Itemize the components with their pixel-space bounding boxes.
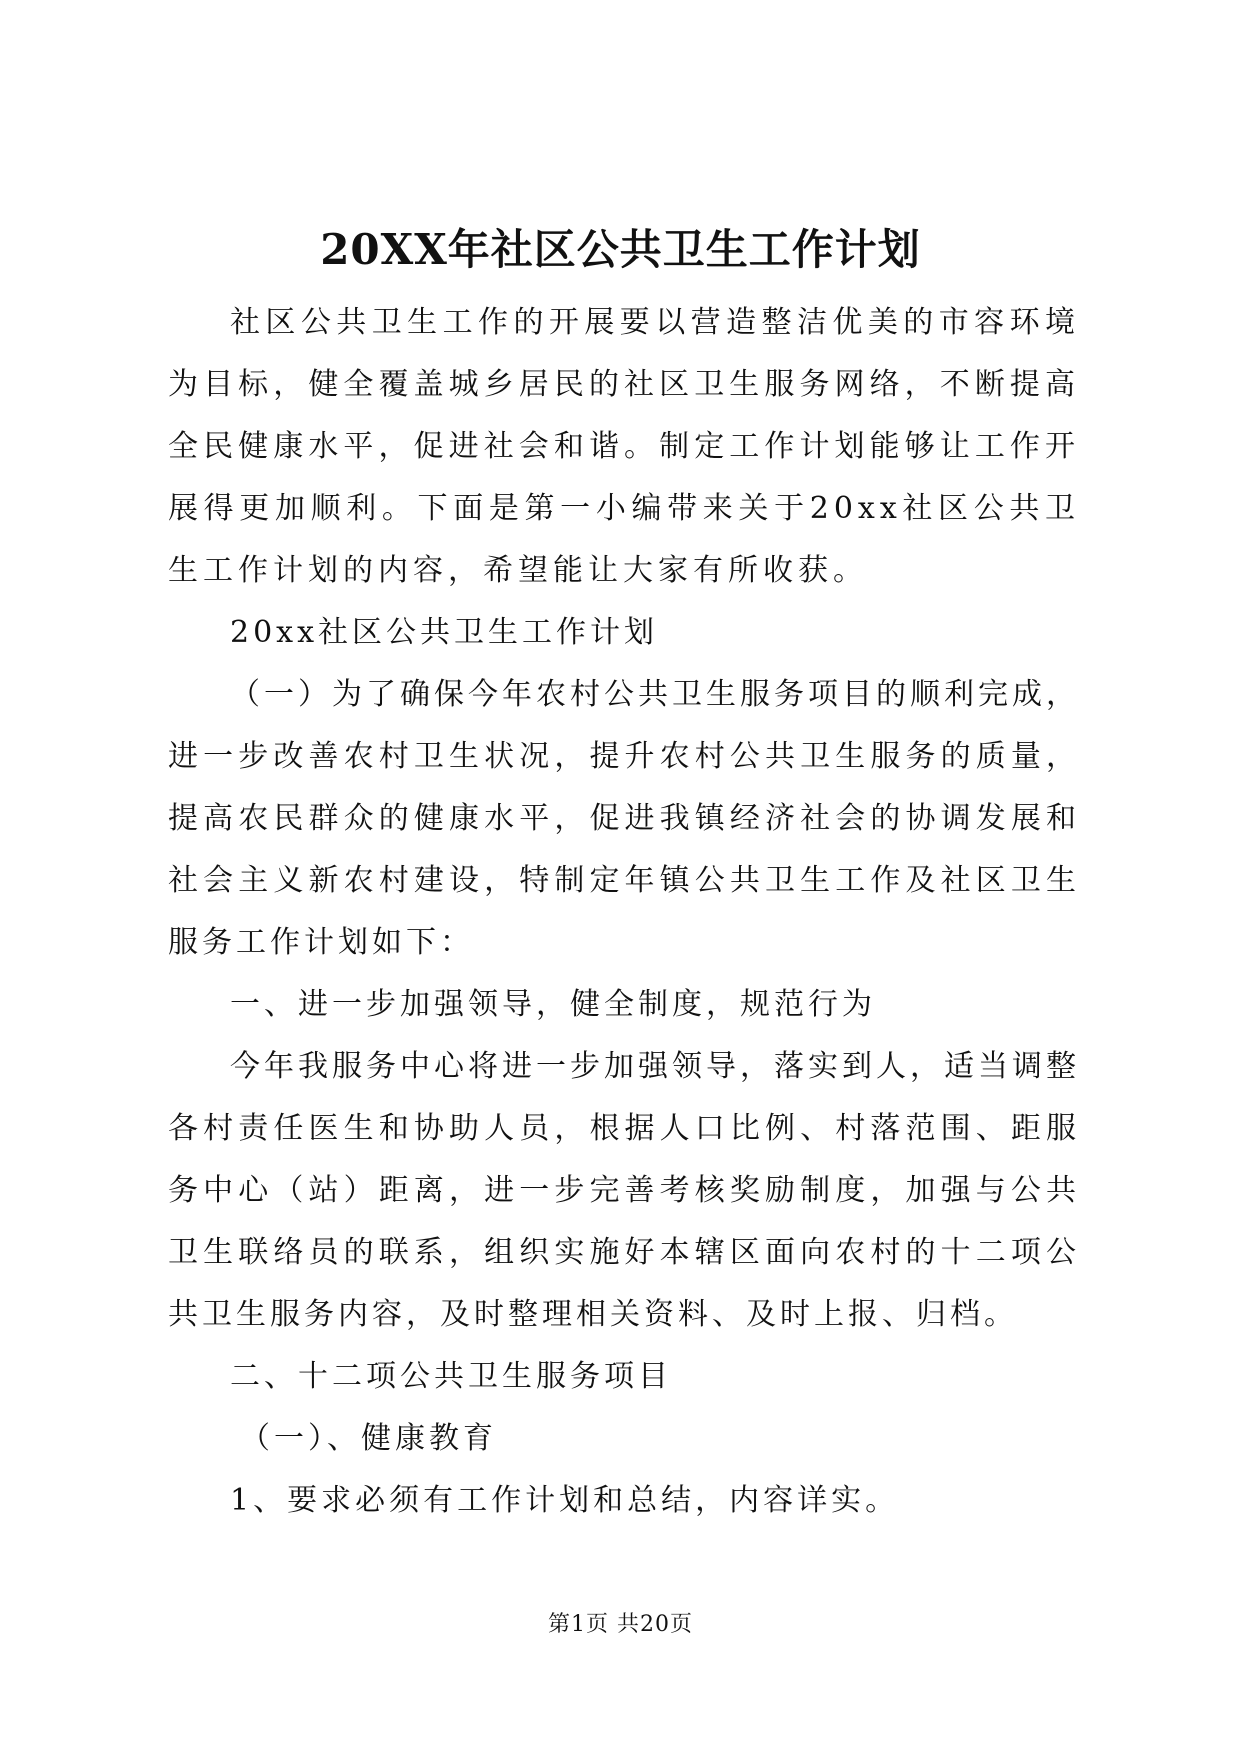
document-body <box>168 292 1080 1532</box>
purpose-paragraph: （一）为了确保今年农村公共卫生服务项目的顺利完成，进一步改善农村卫生状况，提升农村公共卫生服务的质量，提高农民群众的健康水平，促进我镇经济社会的协调发展和社会主义新农村建设，特制定年镇公共卫生工作及社区卫生服务工作计划如下： <box>168 677 1080 960</box>
leadership-paragraph: 今年我服务中心将进一步加强领导，落实到人，适当调整各村责任医生和协助人员，根据人口比例、村落范围、距服务中心（站）距离，进一步完善考核奖励制度，加强与公共卫生联络员的联系，组织实施好本辖区面向农村的十二项公共卫生服务内容，及时整理相关资料、及时上报、归档。 <box>168 1049 1080 1332</box>
document-title: 20XX年社区公共卫生工作计划 <box>320 225 921 274</box>
section-title-line: 20xx社区公共卫生工作计划 <box>230 615 659 650</box>
section-heading-1: 一、进一步加强领导，健全制度，规范行为 <box>230 987 876 1022</box>
page-number-footer: 第1页 共20页 <box>548 1612 693 1637</box>
sub-heading-health-education: （一）、健康教育 <box>240 1421 497 1456</box>
intro-paragraph: 社区公共卫生工作的开展要以营造整洁优美的市容环境为目标，健全覆盖城乡居民的社区卫生服务网络，不断提高全民健康水平，促进社会和谐。制定工作计划能够让工作开展得更加顺利。下面是第一小编带来关于20xx社区公共卫生工作计划的内容，希望能让大家有所收获。 <box>168 305 1080 588</box>
section-heading-2: 二、十二项公共卫生服务项目 <box>230 1359 672 1394</box>
list-item-1: 1、要求必须有工作计划和总结，内容详实。 <box>230 1483 900 1518</box>
